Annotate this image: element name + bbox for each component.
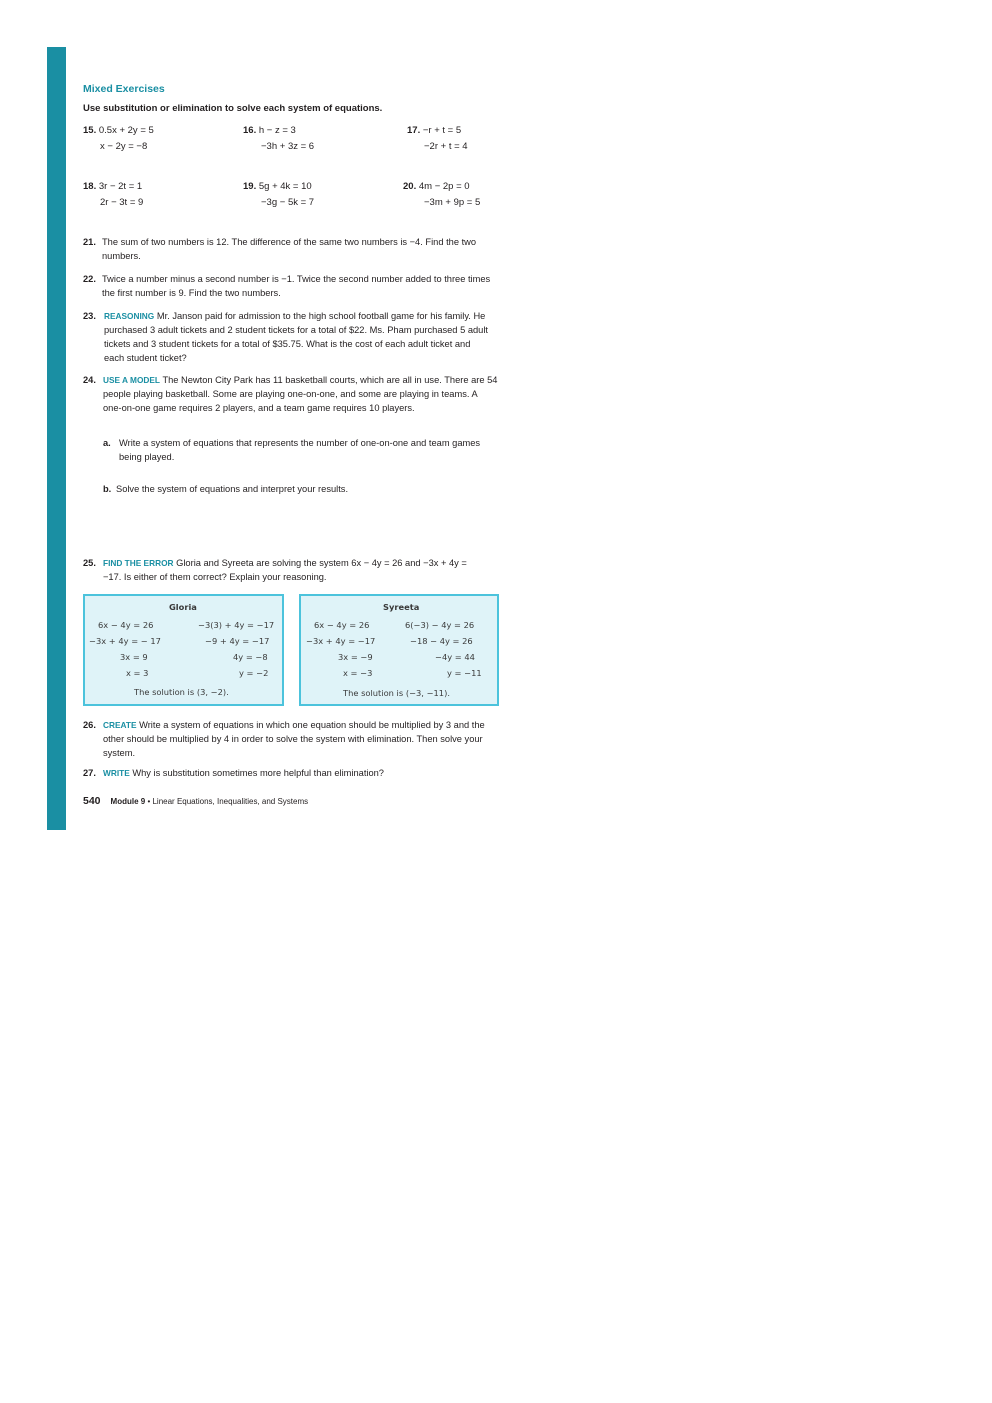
module-title: Linear Equations, Inequalities, and Systems xyxy=(152,797,309,806)
system-18: 18. 3r − 2t = 1 2r − 3t = 9 xyxy=(83,181,144,208)
system-15: 15. 0.5x + 2y = 5 x − 2y = −8 xyxy=(83,125,154,152)
syreeta-left-1: 6x − 4y = 26 xyxy=(314,620,370,630)
problem-27: 27. WRITE Why is substitution sometimes more helpful than elimination? xyxy=(83,768,384,778)
problem-22: 22. Twice a number minus a second number is −1. Twice the second number added to three times the first number is 9. Find the two numbers. xyxy=(83,274,491,298)
system-20: 20. 4m − 2p = 0 −3m + 9p = 5 xyxy=(403,181,481,208)
use-a-model-tag: USE A MODEL xyxy=(103,375,161,385)
system-17: 17. −r + t = 5 −2r + t = 4 xyxy=(407,125,468,152)
find-the-error-tag: FIND THE ERROR xyxy=(103,558,174,568)
syreeta-work-box xyxy=(299,594,499,706)
problem-21: 21. The sum of two numbers is 12. The difference of the same two numbers is −4. Find the two numbers. xyxy=(83,237,477,261)
page-footer xyxy=(83,795,308,807)
gloria-left-4: x = 3 xyxy=(126,668,149,678)
syreeta-left-2: −3x + 4y = −17 xyxy=(306,636,376,646)
problem-24b: b. Solve the system of equations and interpret your results. xyxy=(103,484,349,494)
gloria-left-2: −3x + 4y = − 17 xyxy=(89,636,161,646)
problem-23: 23. REASONING Mr. Janson paid for admission to the high school football game for his family. He purchased 3 adult tickets and 2 student tickets for a total of $22. Ms. Pham purchased 5 adult tickets and 3 student tickets for a total of $35.75. What is the cost of each adult ticket and each student ticket? xyxy=(83,311,488,363)
syreeta-left-3: 3x = −9 xyxy=(338,652,373,662)
problem-24: 24. USE A MODEL The Newton City Park has 11 basketball courts, which are all in use. There are 54 people playing basketball. Some are playing one-on-one, and some are playing in teams. A one-on-one game requires 2 players, and a team game requires 10 players. xyxy=(83,375,498,413)
gloria-work-box xyxy=(83,594,284,706)
section-title: Mixed Exercises xyxy=(83,83,165,95)
footer-separator: • xyxy=(147,797,151,806)
problem-26: 26. CREATE Write a system of equations in which one equation should be multiplied by 3 and the other should be multiplied by 4 in order to solve the system with elimination. Then solve your system. xyxy=(83,720,485,758)
syreeta-left-4: x = −3 xyxy=(343,668,373,678)
gloria-name: Gloria xyxy=(169,602,197,612)
gloria-left-1: 6x − 4y = 26 xyxy=(98,620,154,630)
accent-bar xyxy=(47,47,66,830)
syreeta-right-1: 6(−3) − 4y = 26 xyxy=(405,620,475,630)
page-number: 540 xyxy=(83,795,101,807)
gloria-solution: The solution is (3, −2). xyxy=(134,687,229,697)
create-tag: CREATE xyxy=(103,720,137,730)
syreeta-right-2: −18 − 4y = 26 xyxy=(410,636,473,646)
gloria-right-1: −3(3) + 4y = −17 xyxy=(198,620,275,630)
system-16: 16. h − z = 3 −3h + 3z = 6 xyxy=(243,125,315,152)
gloria-right-2: −9 + 4y = −17 xyxy=(205,636,270,646)
gloria-right-4: y = −2 xyxy=(239,668,269,678)
syreeta-solution: The solution is (−3, −11). xyxy=(343,688,450,698)
syreeta-right-4: y = −11 xyxy=(447,668,482,678)
write-tag: WRITE xyxy=(103,768,130,778)
module-label: Module 9 xyxy=(110,797,146,806)
gloria-right-3: 4y = −8 xyxy=(233,652,268,662)
problem-25: 25. FIND THE ERROR Gloria and Syreeta are solving the system 6x − 4y = 26 and −3x + 4y = −17. Is either of them correct? Explain your reasoning. xyxy=(83,558,467,582)
system-19: 19. 5g + 4k = 10 −3g − 5k = 7 xyxy=(243,181,315,208)
reasoning-tag: REASONING xyxy=(104,311,155,321)
syreeta-name: Syreeta xyxy=(383,602,420,612)
gloria-left-3: 3x = 9 xyxy=(120,652,148,662)
instructions: Use substitution or elimination to solve each system of equations. xyxy=(83,103,383,114)
syreeta-right-3: −4y = 44 xyxy=(435,652,475,662)
problem-24a: a. Write a system of equations that represents the number of one-on-one and team games being played. xyxy=(103,438,481,462)
